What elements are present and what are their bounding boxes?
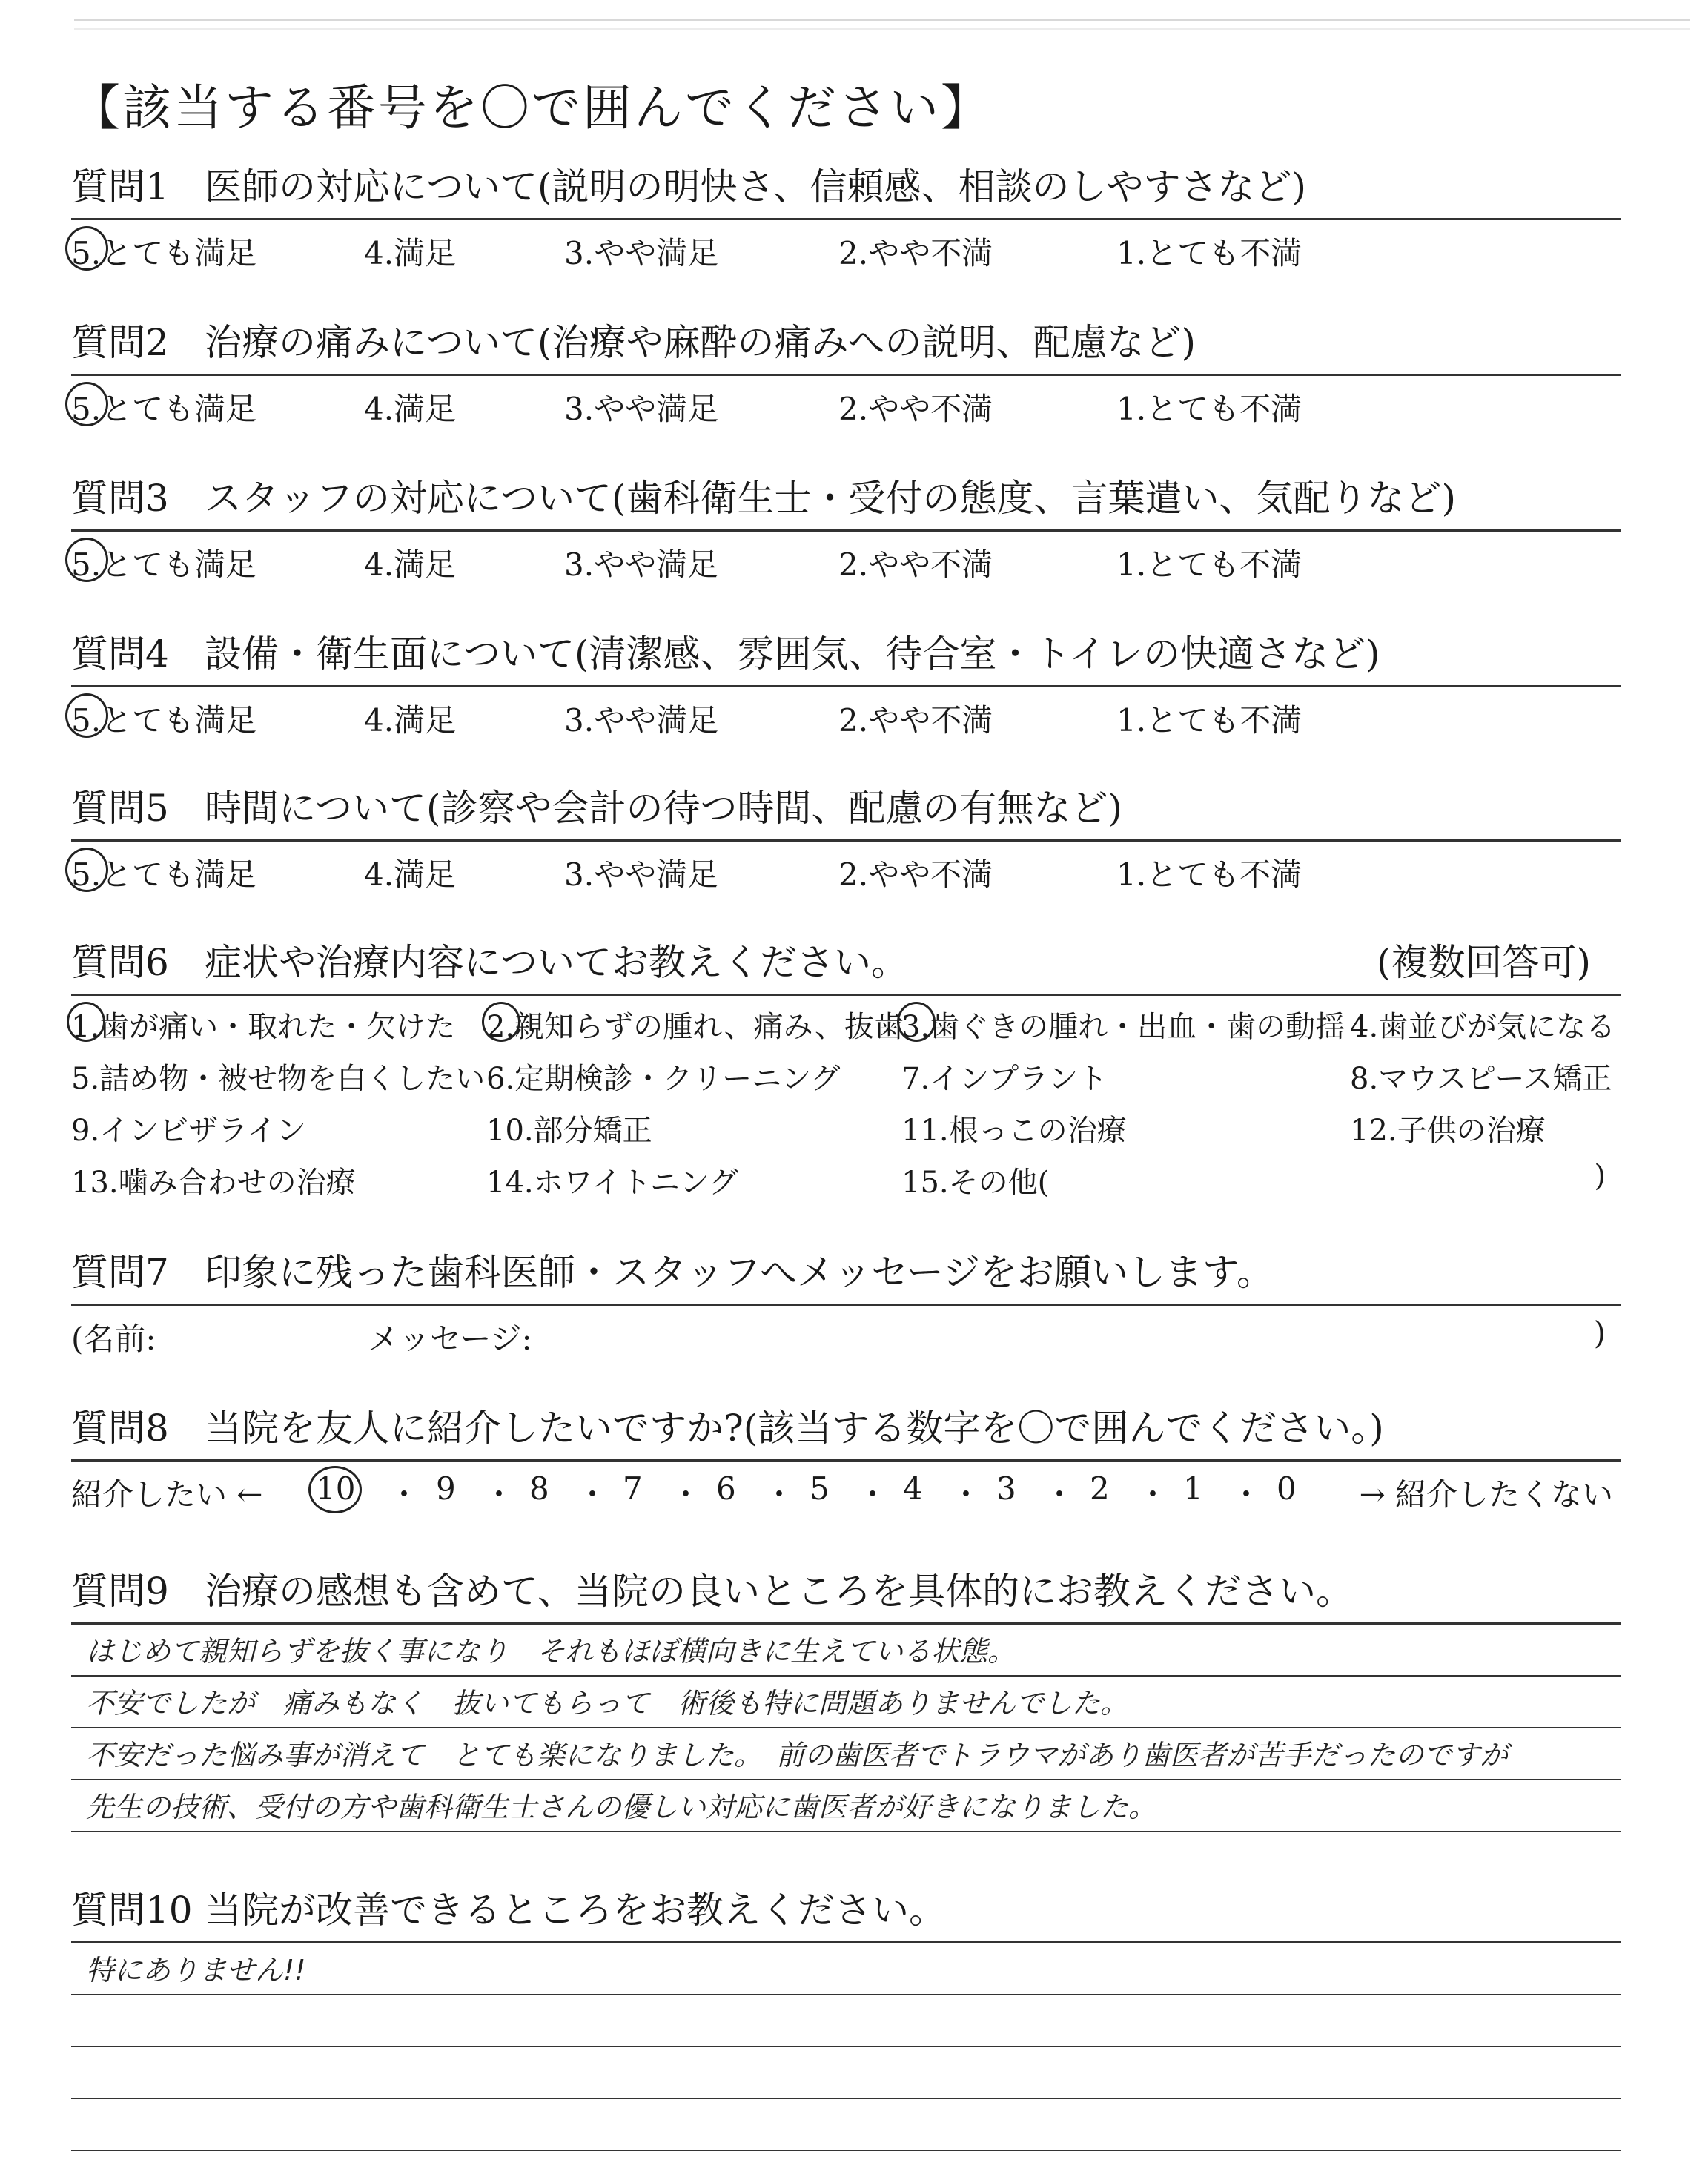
scale-value[interactable]: 6 xyxy=(716,1470,736,1507)
scale-value[interactable]: 4 xyxy=(903,1470,923,1507)
scale-separator: ・ xyxy=(388,1476,420,1513)
scale-separator: ・ xyxy=(1137,1476,1169,1513)
message-row xyxy=(71,1306,1621,1359)
scale-value[interactable]: 7 xyxy=(623,1470,643,1507)
scale-value[interactable]: 10 xyxy=(316,1470,356,1507)
question-header xyxy=(71,472,1621,532)
option-very-satisfied[interactable]: 5.とても満足 xyxy=(71,851,256,895)
question-text: スタッフの対応について(歯科衛生士・受付の態度、言葉遣い、気配りなど) xyxy=(205,477,1457,520)
question-header xyxy=(71,1401,1621,1462)
handwritten-answer: 先生の技術、受付の方や歯科衛生士さんの優しい対応に歯医者が好きになりました。 xyxy=(86,1791,1157,1823)
handwritten-answer: 特にありません!! xyxy=(86,1954,306,1986)
scale-value[interactable]: 8 xyxy=(529,1470,549,1507)
question-text: 当院が改善できるところをお教えください。 xyxy=(205,1889,946,1932)
symptom-option[interactable]: 3.歯ぐきの腫れ・出血・歯の動揺 xyxy=(901,1003,1345,1046)
symptom-row xyxy=(71,1048,1621,1100)
option-somewhat-satisfied[interactable]: 3.やや満足 xyxy=(564,546,719,583)
scale-separator: ・ xyxy=(857,1476,889,1513)
question-text: 症状や治療内容についてお教えください。 xyxy=(205,941,908,984)
option-very-dissatisfied[interactable]: 1.とても不満 xyxy=(1116,702,1302,739)
scale-value[interactable]: 2 xyxy=(1090,1470,1110,1507)
question-1 xyxy=(71,160,1621,274)
symptom-option[interactable]: 2.親知らずの腫れ、痛み、抜歯 xyxy=(486,1003,904,1046)
question-header xyxy=(71,1883,1621,1943)
answer-line xyxy=(71,2099,1621,2151)
question-text: 治療の感想も含めて、当院の良いところを具体的にお教えください。 xyxy=(205,1570,1353,1613)
question-number: 質問2 xyxy=(71,321,169,364)
scale-separator: ・ xyxy=(1231,1476,1262,1513)
scale-value[interactable]: 9 xyxy=(436,1470,456,1507)
symptom-row xyxy=(71,1152,1621,1203)
question-number: 質問1 xyxy=(71,165,169,208)
symptom-option[interactable]: 4.歯並びが気になる xyxy=(1350,1010,1616,1044)
option-somewhat-satisfied[interactable]: 3.やや満足 xyxy=(564,235,719,271)
question-number: 質問8 xyxy=(71,1407,169,1450)
symptom-row xyxy=(71,1100,1621,1152)
question-header xyxy=(71,782,1621,842)
option-somewhat-dissatisfied[interactable]: 2.やや不満 xyxy=(838,546,993,583)
question-4 xyxy=(71,627,1621,741)
scale-separator: ・ xyxy=(670,1476,702,1513)
option-very-satisfied[interactable]: 5.とても満足 xyxy=(71,385,256,429)
option-somewhat-satisfied[interactable]: 3.やや満足 xyxy=(564,856,719,893)
question-text: 当院を友人に紹介したいですか?(該当する数字を〇で囲んでください。) xyxy=(205,1407,1384,1450)
question-5 xyxy=(71,782,1621,895)
question-header xyxy=(71,316,1621,376)
symptom-option[interactable]: 1.歯が痛い・取れた・欠けた xyxy=(71,1003,455,1046)
rating-options xyxy=(71,842,1621,895)
question-header xyxy=(71,627,1621,687)
question-number: 質問7 xyxy=(71,1251,169,1294)
message-label: メッセージ: xyxy=(368,1321,532,1357)
option-very-satisfied[interactable]: 5.とても満足 xyxy=(71,541,256,585)
form-title: 【該当する番号を〇で囲んでください】 xyxy=(71,79,992,136)
rating-options xyxy=(71,376,1621,429)
option-very-dissatisfied[interactable]: 1.とても不満 xyxy=(1116,391,1302,427)
symptom-option[interactable]: 13.噛み合わせの治療 xyxy=(71,1166,356,1200)
option-satisfied[interactable]: 4.満足 xyxy=(364,391,457,427)
symptom-option[interactable]: 7.インプラント xyxy=(901,1062,1108,1096)
rating-options xyxy=(71,687,1621,741)
scale-separator: ・ xyxy=(950,1476,982,1513)
option-somewhat-dissatisfied[interactable]: 2.やや不満 xyxy=(838,702,993,739)
recommend-scale xyxy=(71,1462,1621,1515)
option-somewhat-satisfied[interactable]: 3.やや満足 xyxy=(564,391,719,427)
question-number: 質問4 xyxy=(71,633,169,676)
symptom-option[interactable]: 14.ホワイトニング xyxy=(486,1166,739,1200)
question-number: 質問10 xyxy=(71,1889,193,1932)
option-satisfied[interactable]: 4.満足 xyxy=(364,546,457,583)
answer-line xyxy=(71,2047,1621,2099)
symptom-option-other[interactable]: 15.その他( xyxy=(901,1166,1050,1200)
symptom-option[interactable]: 8.マウスピース矯正 xyxy=(1350,1062,1612,1096)
question-text: 印象に残った歯科医師・スタッフへメッセージをお願いします。 xyxy=(205,1251,1274,1294)
question-text: 医師の対応について(説明の明快さ、信頼感、相談のしやすさなど) xyxy=(205,165,1307,208)
question-number: 質問6 xyxy=(71,941,169,984)
symptom-option[interactable]: 10.部分矯正 xyxy=(486,1114,652,1148)
symptom-option[interactable]: 5.詰め物・被せ物を白くしたい xyxy=(71,1062,486,1096)
answer-line xyxy=(71,1780,1621,1832)
symptom-option[interactable]: 6.定期検診・クリーニング xyxy=(486,1062,841,1096)
answer-line xyxy=(71,1625,1621,1677)
name-label: (名前: xyxy=(71,1321,156,1357)
question-7 xyxy=(71,1246,1621,1359)
option-somewhat-dissatisfied[interactable]: 2.やや不満 xyxy=(838,235,993,271)
answer-line xyxy=(71,1995,1621,2047)
handwritten-answer: 不安だった悩み事が消えて とても楽になりました。 前の歯医者でトラウマがあり歯医者が苦手だったのですが xyxy=(86,1739,1509,1771)
option-somewhat-satisfied[interactable]: 3.やや満足 xyxy=(564,702,719,739)
question-number: 質問9 xyxy=(71,1570,169,1613)
option-very-satisfied[interactable]: 5.とても満足 xyxy=(71,229,256,274)
answer-line xyxy=(71,1677,1621,1728)
scan-top-border xyxy=(74,19,1690,30)
symptom-row xyxy=(71,996,1621,1048)
option-satisfied[interactable]: 4.満足 xyxy=(364,702,457,739)
other-close-paren: ) xyxy=(1594,1159,1606,1193)
scale-left-label: 紹介したい ← xyxy=(71,1476,263,1513)
question-8 xyxy=(71,1401,1621,1515)
option-somewhat-dissatisfied[interactable]: 2.やや不満 xyxy=(838,856,993,893)
scale-separator: ・ xyxy=(1044,1476,1076,1513)
option-very-dissatisfied[interactable]: 1.とても不満 xyxy=(1116,546,1302,583)
question-header xyxy=(71,1565,1621,1625)
message-close-paren: ) xyxy=(1593,1315,1606,1351)
question-2 xyxy=(71,316,1621,429)
option-somewhat-dissatisfied[interactable]: 2.やや不満 xyxy=(838,391,993,427)
scale-right-label: → 紹介したくない xyxy=(1359,1476,1613,1513)
scale-separator: ・ xyxy=(577,1476,609,1513)
question-header xyxy=(71,1246,1621,1306)
symptom-option[interactable]: 9.インビザライン xyxy=(71,1114,306,1148)
scale-value[interactable]: 1 xyxy=(1183,1470,1203,1507)
scale-value[interactable]: 5 xyxy=(810,1470,830,1507)
answer-line xyxy=(71,1728,1621,1780)
question-9 xyxy=(71,1565,1621,1832)
question-number: 質問5 xyxy=(71,787,169,830)
scale-value[interactable]: 3 xyxy=(996,1470,1016,1507)
symptom-option[interactable]: 12.子供の治療 xyxy=(1350,1114,1546,1148)
option-very-satisfied[interactable]: 5.とても満足 xyxy=(71,696,256,741)
option-very-dissatisfied[interactable]: 1.とても不満 xyxy=(1116,856,1302,893)
handwritten-answer: はじめて親知らずを抜く事になり それもほぼ横向きに生えている状態。 xyxy=(86,1635,1016,1668)
option-very-dissatisfied[interactable]: 1.とても不満 xyxy=(1116,235,1302,271)
scale-separator: ・ xyxy=(483,1476,515,1513)
question-3 xyxy=(71,472,1621,585)
question-header xyxy=(71,160,1621,220)
option-satisfied[interactable]: 4.満足 xyxy=(364,235,457,271)
scale-separator: ・ xyxy=(764,1476,795,1513)
question-header xyxy=(71,936,1621,996)
scale-value[interactable]: 0 xyxy=(1277,1470,1297,1507)
question-number: 質問3 xyxy=(71,477,169,520)
rating-options xyxy=(71,532,1621,585)
option-satisfied[interactable]: 4.満足 xyxy=(364,856,457,893)
symptom-option[interactable]: 11.根っこの治療 xyxy=(901,1114,1127,1148)
question-text: 時間について(診察や会計の待つ時間、配慮の有無など) xyxy=(205,787,1123,830)
handwritten-answer: 不安でしたが 痛みもなく 抜いてもらって 術後も特に問題ありませんでした。 xyxy=(86,1687,1129,1720)
question-text: 治療の痛みについて(治療や麻酔の痛みへの説明、配慮など) xyxy=(205,321,1196,364)
rating-options xyxy=(71,220,1621,274)
question-10 xyxy=(71,1883,1621,2151)
question-text: 設備・衛生面について(清潔感、雰囲気、待合室・トイレの快適さなど) xyxy=(205,633,1380,676)
question-6 xyxy=(71,936,1621,1203)
multiple-answers-note: (複数回答可) xyxy=(1376,941,1591,984)
answer-line xyxy=(71,1943,1621,1995)
